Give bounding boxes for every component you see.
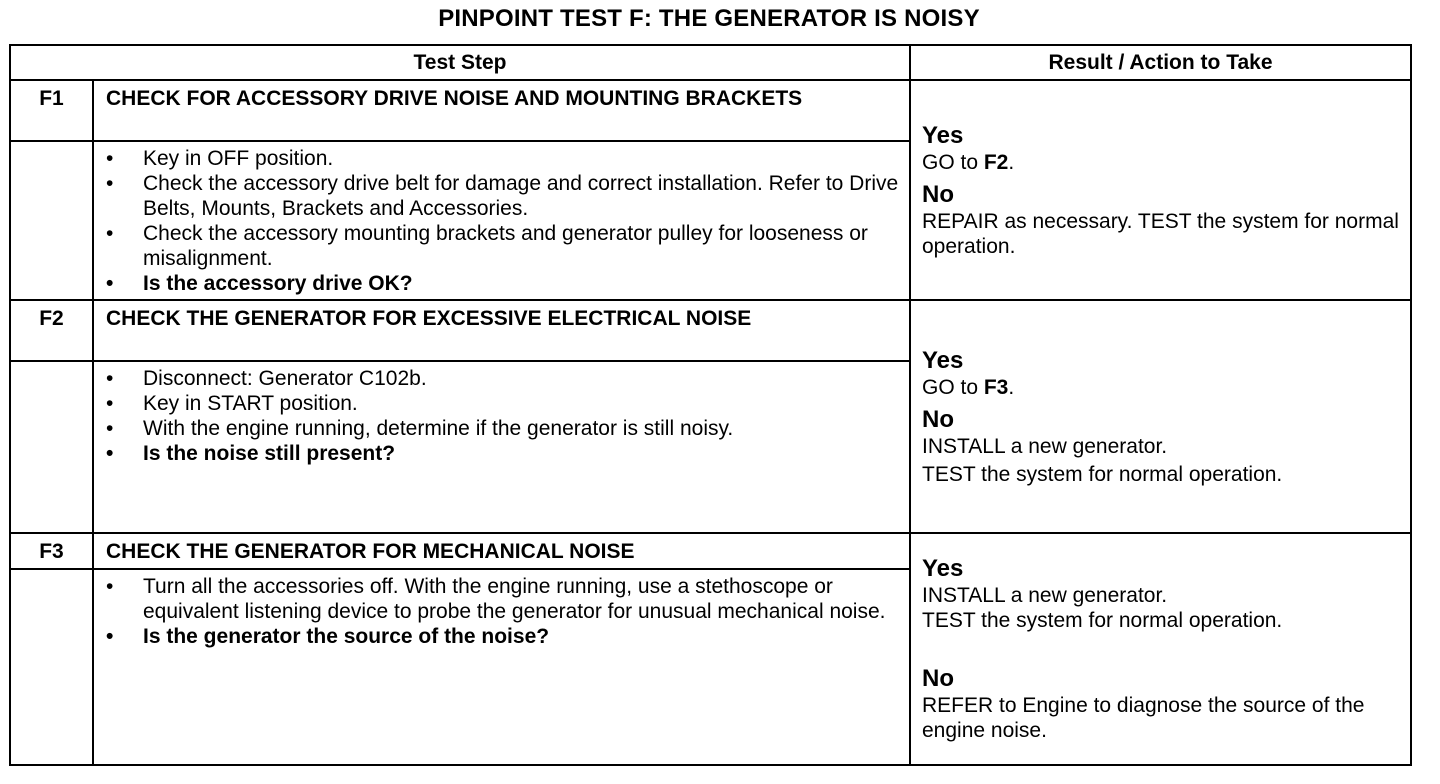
list-item: • Disconnect: Generator C102b. (106, 366, 901, 391)
step-bullets (94, 142, 909, 296)
step-id-blank (10, 361, 93, 533)
pinpoint-test-table (9, 44, 1412, 766)
yes-label: Yes (922, 555, 964, 582)
step-bullets (94, 362, 909, 466)
step-question: • Is the generator the source of the noise? (106, 624, 901, 649)
step-heading-row (10, 300, 1411, 361)
col-header-test-step: Test Step (10, 45, 910, 80)
list-item: • Check the accessory drive belt for damage and correct installation. Refer to Drive Belts, Mounts, Brackets and Accessories. (106, 171, 901, 221)
list-item: • Turn all the accessories off. With the engine running, use a stethoscope or equivalent listening device to probe the generator for unusual mechanical noise. (106, 574, 901, 624)
yes-action-line-1: INSTALL a new generator. (922, 584, 1168, 607)
no-action: REPAIR as necessary. TEST the system for normal operation. (922, 209, 1399, 258)
page-title: PINPOINT TEST F: THE GENERATOR IS NOISY (438, 5, 980, 32)
no-label: No (922, 405, 954, 433)
no-label: No (922, 665, 954, 692)
yes-action-line-2: TEST the system for normal operation. (922, 609, 1283, 632)
step-heading-row (10, 533, 1411, 569)
table-header-row (10, 45, 1411, 80)
step-heading-row (10, 80, 1411, 141)
list-item: • Key in OFF position. (106, 146, 901, 171)
step-id-blank (10, 141, 93, 300)
step-body (93, 361, 910, 533)
step-id-blank (10, 569, 93, 765)
step-id: F2 (10, 300, 93, 361)
no-action-line-1: INSTALL a new generator. (922, 434, 1168, 458)
yes-action: GO to F3. (922, 375, 1015, 399)
step-body (93, 569, 910, 765)
step-question: • Is the accessory drive OK? (106, 271, 901, 296)
no-action-line-2: TEST the system for normal operation. (922, 462, 1283, 486)
step-body (93, 141, 910, 300)
goto-target: F3 (983, 375, 1009, 399)
result-cell (910, 80, 1411, 300)
step-id: F3 (10, 533, 93, 569)
no-label: No (922, 180, 954, 208)
yes-label: Yes (922, 121, 964, 149)
yes-label: Yes (922, 346, 964, 374)
result-cell (910, 300, 1411, 533)
step-question: • Is the noise still present? (106, 441, 901, 466)
step-heading: CHECK FOR ACCESSORY DRIVE NOISE AND MOUNTING BRACKETS (93, 80, 910, 141)
step-bullets (94, 570, 909, 649)
list-item: • With the engine running, determine if the generator is still noisy. (106, 416, 901, 441)
list-item: • Check the accessory mounting brackets and generator pulley for looseness or misalignment. (106, 221, 901, 271)
yes-action: GO to F2. (922, 150, 1015, 174)
no-action: REFER to Engine to diagnose the source of the engine noise. (922, 694, 1365, 742)
step-heading: CHECK THE GENERATOR FOR MECHANICAL NOISE (93, 533, 910, 569)
result-cell (910, 533, 1411, 765)
goto-target: F2 (983, 150, 1009, 174)
step-id: F1 (10, 80, 93, 141)
list-item: • Key in START position. (106, 391, 901, 416)
step-heading: CHECK THE GENERATOR FOR EXCESSIVE ELECTRICAL NOISE (93, 300, 910, 361)
col-header-result: Result / Action to Take (910, 45, 1411, 80)
